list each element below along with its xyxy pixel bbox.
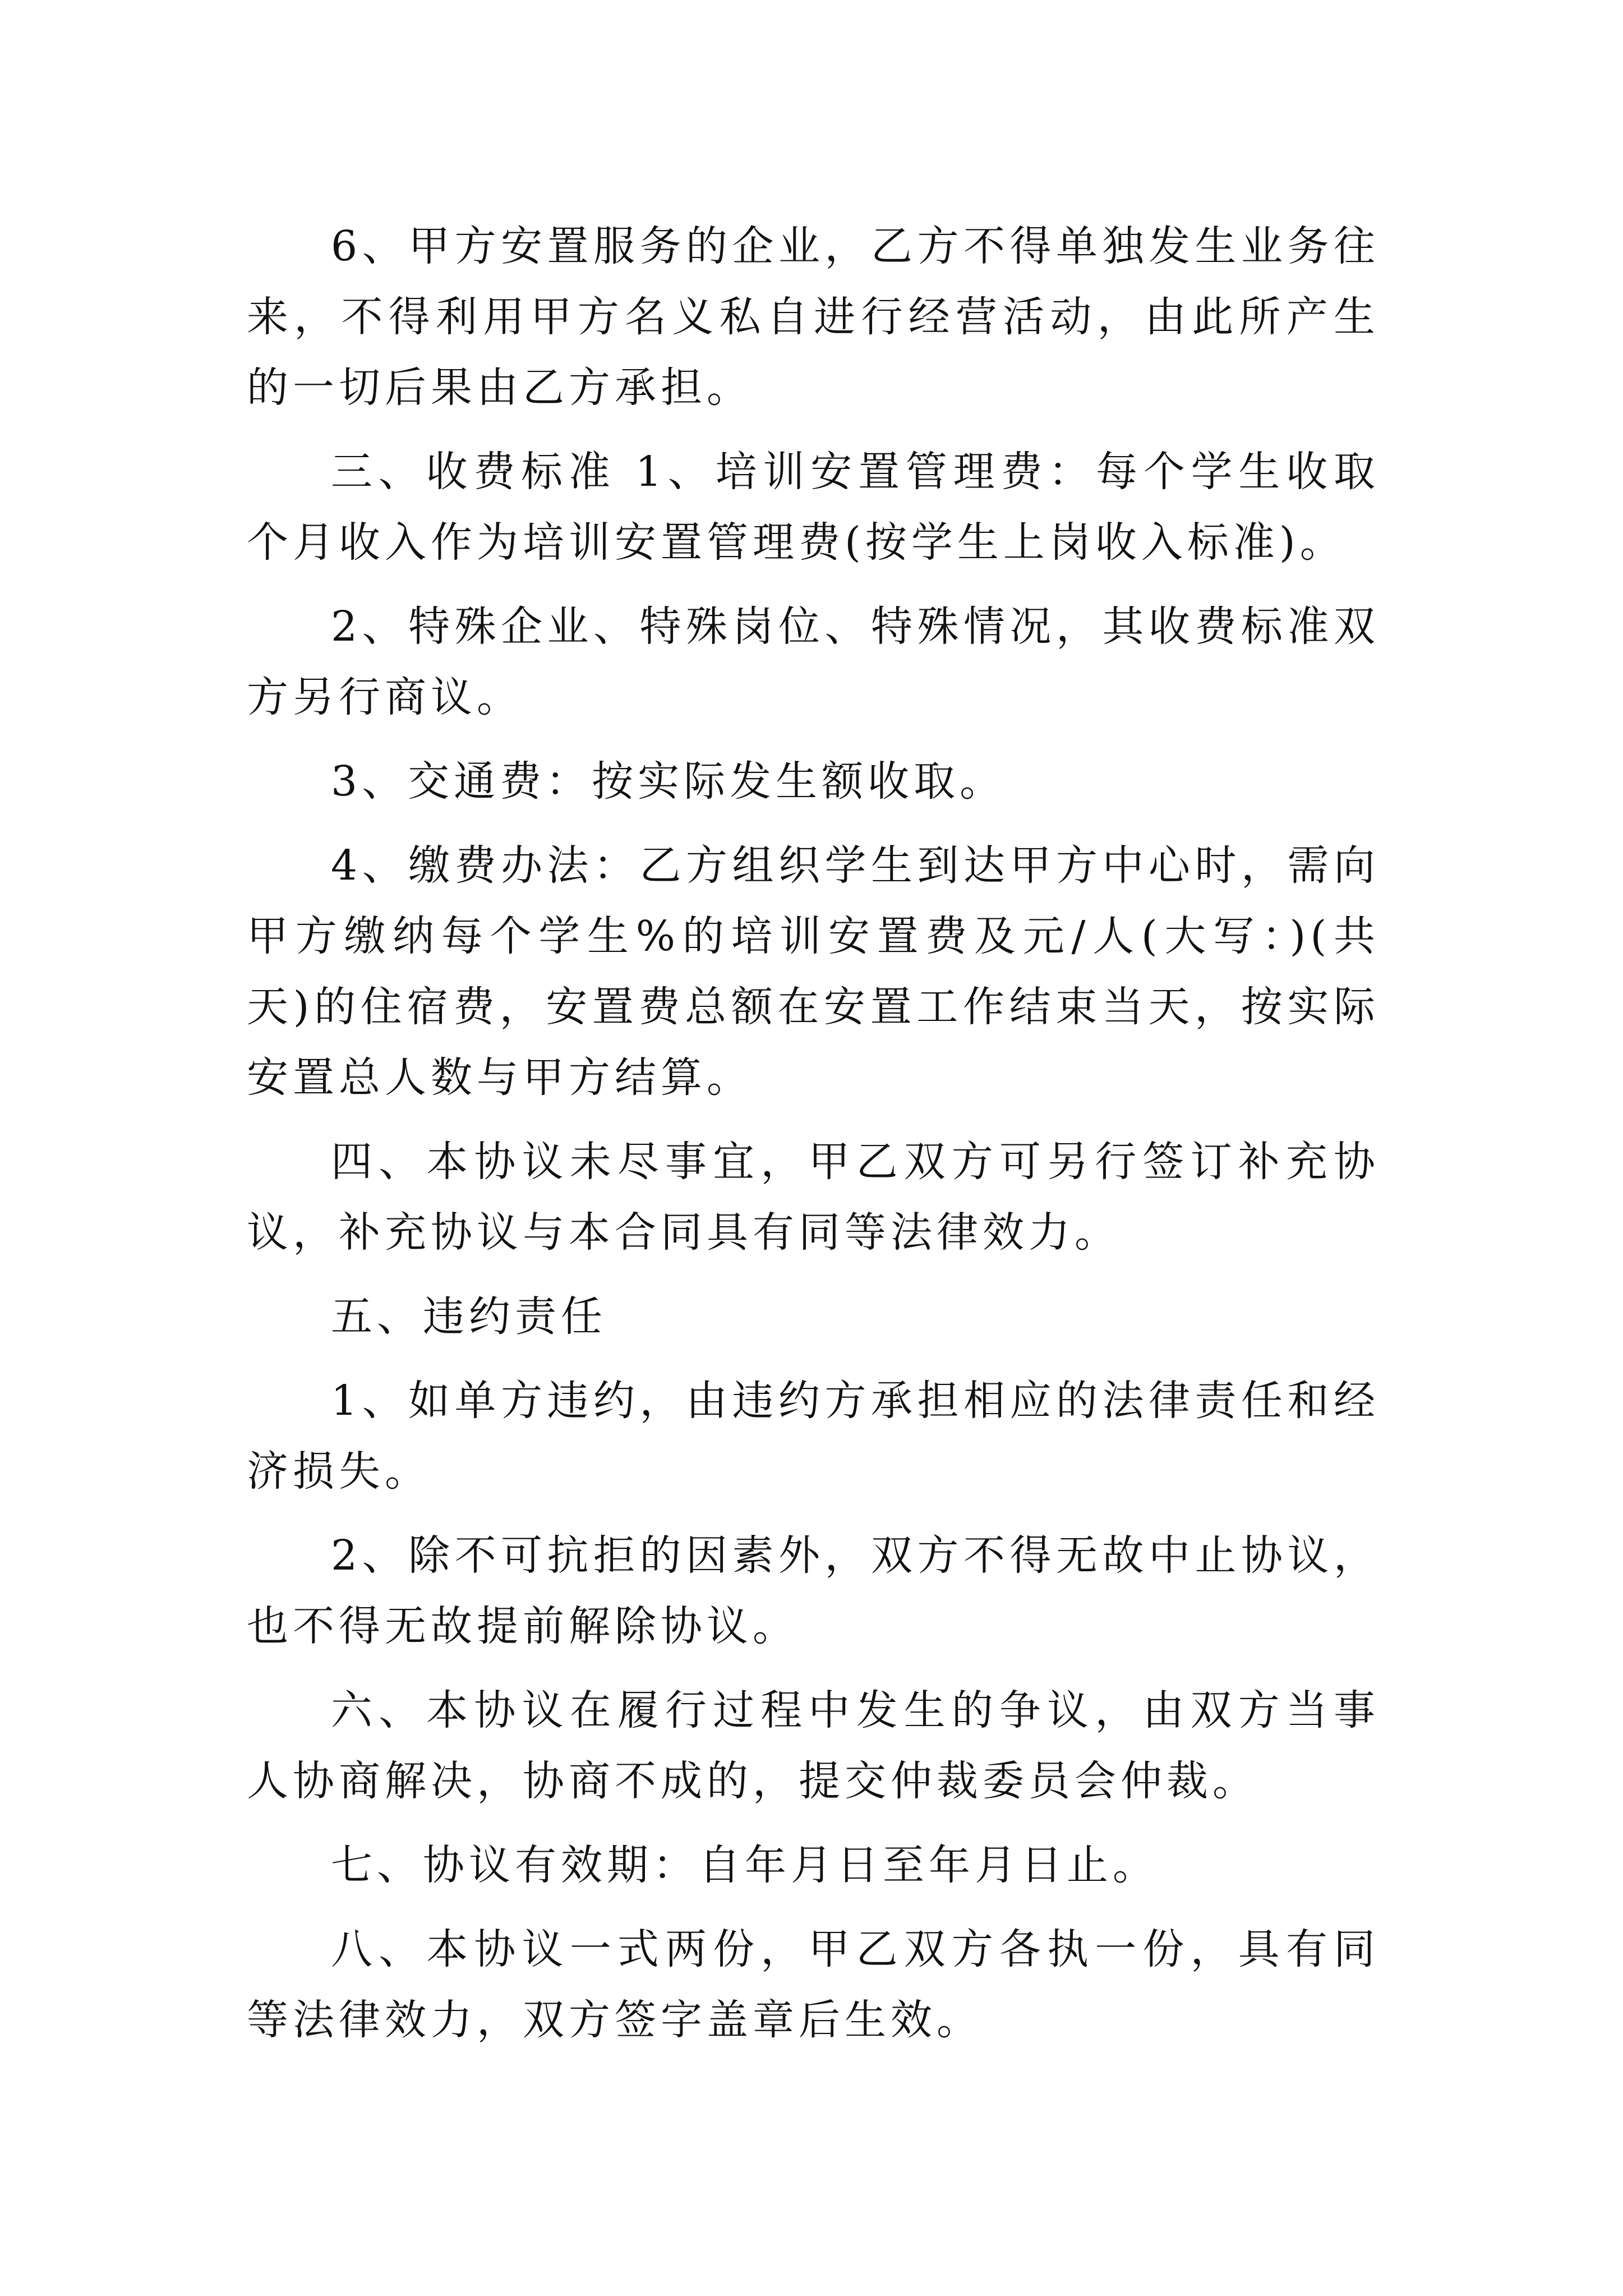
- document-body: [247, 211, 1380, 2069]
- paragraph-clause-6: 6、甲方安置服务的企业，乙方不得单独发生业务往来，不得利用甲方名义私自进行经营活动，由此所产生的一切后果由乙方承担。: [247, 222, 1380, 412]
- paragraph-breach-1: 1、如单方违约，由违约方承担相应的法律责任和经济损失。: [247, 1377, 1380, 1496]
- paragraph-dispute: 六、本协议在履行过程中发生的争议，由双方当事人协商解决，协商不成的，提交仲裁委员会仲裁。: [247, 1686, 1380, 1805]
- paragraph-transport-fee: 3、交通费：按实际发生额收取。: [331, 757, 1006, 806]
- paragraph-special-fees: 2、特殊企业、特殊岗位、特殊情况，其收费标准双方另行商议。: [247, 602, 1380, 721]
- paragraph-payment-method: 4、缴费办法：乙方组织学生到达甲方中心时，需向甲方缴纳每个学生%的培训安置费及元/人(大写：)(共天)的住宿费，安置费总额在安置工作结束当天，按实际安置总人数与甲方结算。: [247, 841, 1380, 1102]
- paragraph-validity: 七、协议有效期：自年月日至年月日止。: [331, 1841, 1159, 1889]
- paragraph-supplementary: 四、本协议未尽事宜，甲乙双方可另行签订补充协议，补充协议与本合同具有同等法律效力。: [247, 1138, 1380, 1257]
- paragraph-breach-heading: 五、违约责任: [331, 1292, 607, 1341]
- paragraph-fee-standard: 三、收费标准 1、培训安置管理费：每个学生收取个月收入作为培训安置管理费(按学生上岗收入标准)。: [247, 448, 1380, 567]
- paragraph-breach-2: 2、除不可抗拒的因素外，双方不得无故中止协议，也不得无故提前解除协议。: [247, 1531, 1380, 1650]
- paragraph-copies: 八、本协议一式两份，甲乙双方各执一份，具有同等法律效力，双方签字盖章后生效。: [247, 1925, 1380, 2044]
